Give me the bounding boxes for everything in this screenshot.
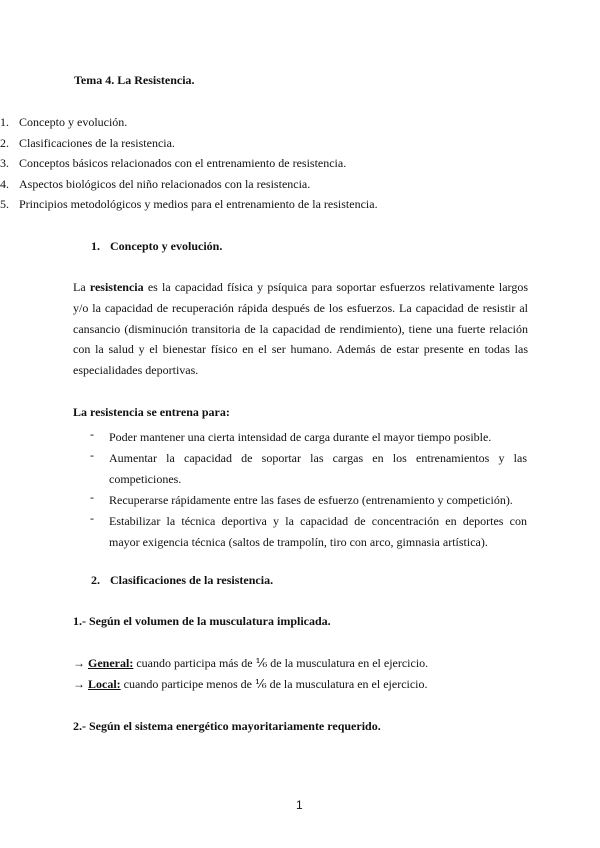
general-label: General: <box>88 656 134 670</box>
bold-term: resistencia <box>89 280 144 294</box>
paragraph-line: cansancio (disminución transitoria de la capacidad de rendimiento), tiene una fuerte relación <box>73 321 528 336</box>
page-number: 1 <box>296 798 303 812</box>
trains-heading: La resistencia se entrena para: <box>73 405 230 419</box>
subsection-1-heading: 1.- Según el volumen de la musculatura implicada. <box>73 614 331 628</box>
paragraph-line: La resistencia es la capacidad física y psíquica para soportar esfuerzos relativamente largos <box>73 280 529 294</box>
section-1-heading: 1. Concepto y evolución. <box>91 239 223 253</box>
toc-item: 3. Conceptos básicos relacionados con el entrenamiento de resistencia. <box>0 156 347 170</box>
local-label: Local: <box>88 677 121 691</box>
arrow-right-icon: → <box>73 656 85 670</box>
classification-local: → Local: cuando participe menos de ⅙ de la musculatura en el ejercicio. <box>73 677 428 691</box>
section-1-paragraph <box>73 277 528 381</box>
toc-item: 2. Clasificaciones de la resistencia. <box>0 136 175 150</box>
paragraph-line: y/o la capacidad de recuperación rápida después de los esfuerzos. La capacidad de resistir al <box>73 300 528 315</box>
paragraph-line: con la salud y el bienestar físico en el ser humano. Además de estar presente en todas las <box>73 342 528 357</box>
arrow-right-icon: → <box>73 677 85 691</box>
subsection-2-heading: 2.- Según el sistema energético mayoritariamente requerido. <box>73 719 381 733</box>
classification-general: → General: cuando participa más de ⅙ de la musculatura en el ejercicio. <box>73 656 429 670</box>
document-title: Tema 4. La Resistencia. <box>74 73 195 87</box>
toc-item: 5. Principios metodológicos y medios para el entrenamiento de la resistencia. <box>0 197 378 211</box>
paragraph-line: especialidades deportivas. <box>73 363 199 378</box>
section-2-heading: 2. Clasificaciones de la resistencia. <box>91 573 274 587</box>
toc-item: 4. Aspectos biológicos del niño relacionados con la resistencia. <box>0 177 311 191</box>
toc-item: 1. Concepto y evolución. <box>0 115 128 129</box>
